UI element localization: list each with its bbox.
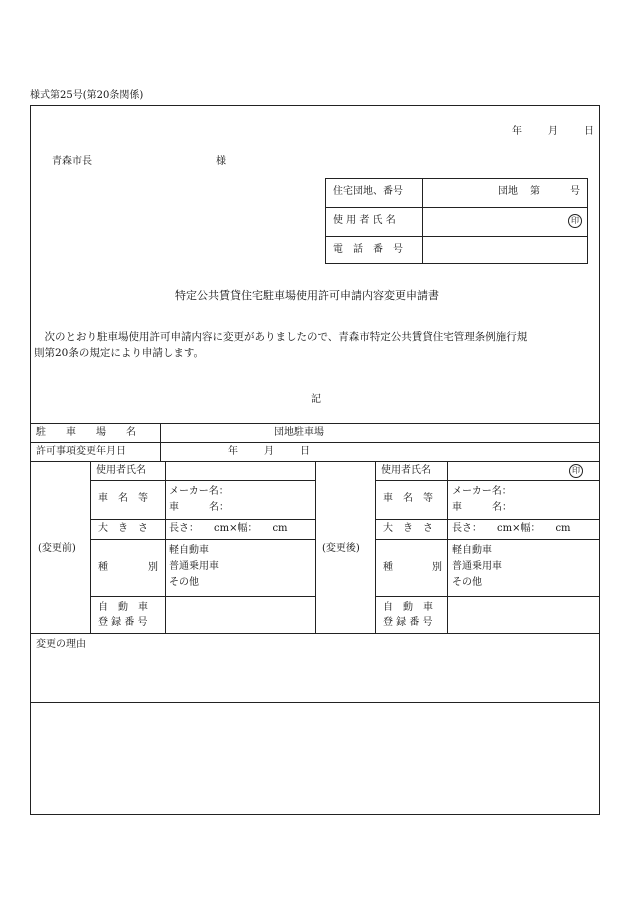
date-year: 年 xyxy=(512,126,522,137)
seal-icon: 印 xyxy=(568,214,582,228)
form-title: 特定公共賃貸住宅駐車場使用許可申請内容変更申請書 xyxy=(175,289,439,302)
permit-day: 日 xyxy=(300,446,310,457)
date-month: 月 xyxy=(548,126,558,137)
after-size-value: 長さ： cm×幅： cm xyxy=(452,523,571,534)
date-day: 日 xyxy=(584,126,594,137)
before-type-option-2: 普通乗用車 xyxy=(169,561,219,572)
before-maker-label: メーカー名： xyxy=(169,486,229,497)
after-model-label: 車 名： xyxy=(452,502,512,513)
addressee-name: 青森市長 xyxy=(52,156,92,167)
permit-date-label: 許可事項変更年月日 xyxy=(36,446,126,457)
phone-label: 電 話 番 号 xyxy=(333,244,403,255)
residence-label: 住宅団地、番号 xyxy=(333,186,403,197)
before-type-option-3: その他 xyxy=(169,577,199,588)
before-size-label: 大 き さ xyxy=(98,523,148,534)
after-user-name-label: 使用者氏名 xyxy=(381,465,431,476)
addressee-honorific: 様 xyxy=(216,156,226,167)
user-name-label: 使 用 者 氏 名 xyxy=(333,215,396,226)
after-type-label-a: 種 xyxy=(383,562,393,573)
after-type-option-3: その他 xyxy=(452,577,482,588)
before-type-label-b: 別 xyxy=(148,562,158,573)
before-type-label-a: 種 xyxy=(98,562,108,573)
before-size-value: 長さ： cm×幅： cm xyxy=(169,523,288,534)
body-line-1: 次のとおり駐車場使用許可申請内容に変更がありましたので、青森市特定公共賃貸住宅管理条例施行規 xyxy=(34,331,528,343)
before-car-name-label: 車 名 等 xyxy=(98,493,148,504)
after-seal-icon: 印 xyxy=(569,464,583,478)
after-type-option-2: 普通乗用車 xyxy=(452,561,502,572)
reason-label: 変更の理由 xyxy=(36,639,86,650)
before-user-name-label: 使用者氏名 xyxy=(96,465,146,476)
gou-text: 号 xyxy=(570,186,580,197)
after-type-option-1: 軽自動車 xyxy=(452,545,492,556)
permit-month: 月 xyxy=(264,446,274,457)
body-line-2: 則第20条の規定により申請します。 xyxy=(34,347,205,359)
before-type-option-1: 軽自動車 xyxy=(169,545,209,556)
form-number: 様式第25号(第20条関係) xyxy=(30,90,144,101)
parking-label: 駐 車 場 名 xyxy=(36,427,136,438)
before-model-label: 車 名： xyxy=(169,502,229,513)
after-reg-label-2: 登 録 番 号 xyxy=(383,617,433,628)
after-reg-label-1: 自 動 車 xyxy=(383,602,433,613)
parking-value: 団地駐車場 xyxy=(274,427,324,438)
after-label: (変更後) xyxy=(322,543,360,554)
after-type-label-b: 別 xyxy=(432,562,442,573)
danchi-text: 団地 xyxy=(498,186,518,197)
before-reg-label-2: 登 録 番 号 xyxy=(98,617,148,628)
ki-mark: 記 xyxy=(311,394,321,405)
dai-text: 第 xyxy=(530,186,540,197)
after-maker-label: メーカー名： xyxy=(452,486,512,497)
after-size-label: 大 き さ xyxy=(383,523,433,534)
permit-year: 年 xyxy=(228,446,238,457)
before-reg-label-1: 自 動 車 xyxy=(98,602,148,613)
after-car-name-label: 車 名 等 xyxy=(383,493,433,504)
before-label: (変更前) xyxy=(38,543,76,554)
